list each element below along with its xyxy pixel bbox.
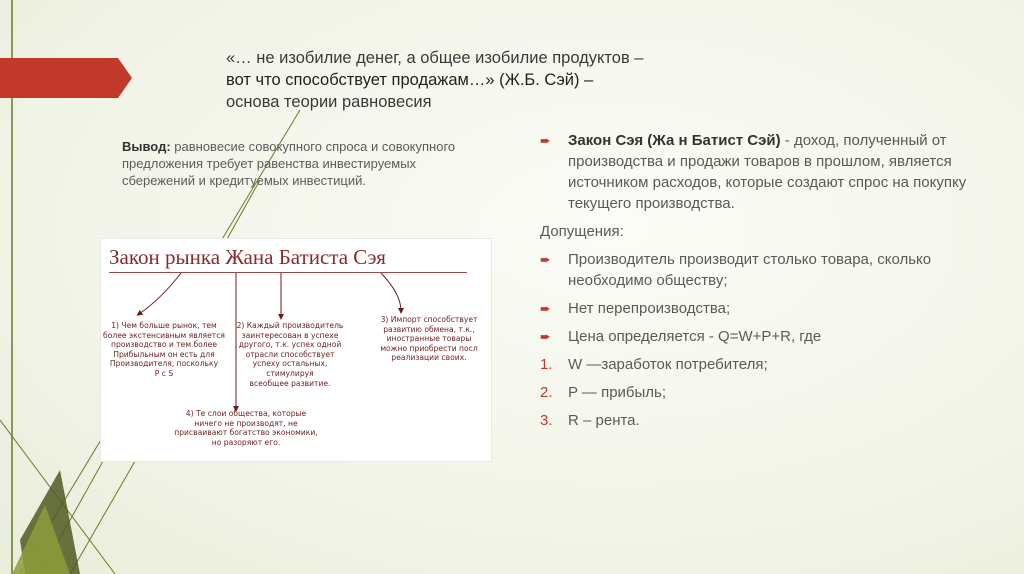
law-bullet [540,130,990,214]
figure-box-2: 2) Каждый производитель заинтересован в успехе другого, т.к. успех одной отрасли способствует успеху остальных, стимулируя всеобщее развитие. [236,321,344,388]
figure-box-3: 3) Импорт способствует развитию обмена, т.к., иностранные товары можно приобрести посл реализации своих. [380,315,478,363]
numbered-text: R – рента. [568,412,640,429]
figure-box-1: 1) Чем больше рынок, тем более экстенсивным является производство и тем более Прибыльным он есть для Производителя, поскольку P c S [103,321,225,378]
assumption-text: Цена определяется - Q=W+P+R, где [568,328,822,345]
conclusion-label: Вывод: [122,139,171,154]
right-content [540,130,990,438]
arrow-to-box3 [381,273,401,311]
arrow-bullet-icon: ➨ [540,301,551,316]
assumption-item [540,298,990,319]
arrow-bullet-icon: ➨ [540,329,551,344]
say-law-figure [100,238,492,462]
item-number: 1. [540,356,553,373]
law-text: - доход, полученный от производства и продажи товаров в прошлом, является источником расходов, которые создают спрос на покупку текущего производства. [568,132,967,212]
figure-title: Закон рынка Жана Батиста Сэя [109,245,386,269]
quote-line-3: основа теории равновесия [226,93,432,111]
arrow-to-box1 [139,273,181,314]
conclusion-text [122,138,482,189]
numbered-text: P — прибыль; [568,384,667,401]
numbered-item [540,382,990,403]
red-arrow-tab [0,58,132,98]
assumption-item [540,326,990,347]
assumptions-label: Допущения: [540,223,624,240]
assumption-text: Нет перепроизводства; [568,300,731,317]
numbered-item [540,410,990,431]
arrow-bullet-icon: ➨ [540,252,551,267]
assumption-text: Производитель производит столько товара, сколько необходимо обществу; [568,251,932,289]
item-number: 3. [540,412,553,429]
quote-line-1: «… не изобилие денег, а общее изобилие продуктов – [226,49,644,67]
conclusion-body: равновесие совокупного спроса и совокупного предложения требует равенства инвестируемых сбережений и кредитуемых инвестиций. [122,139,456,188]
numbered-item [540,354,990,375]
arrow-bullet-icon: ➨ [540,133,551,148]
law-title: Закон Сэя (Жа н Батист Сэй) [568,132,781,149]
assumption-item [540,249,990,291]
item-number: 2. [540,384,553,401]
figure-box-4: 4) Те слои общества, которые ничего не производят, не присваивают богатство экономики, но разоряют его. [174,409,318,447]
quote-block [226,47,786,113]
numbered-text: W —заработок потребителя; [568,356,768,373]
quote-line-2: вот что способствует продажам…» (Ж.Б. Сэй) – [226,71,594,89]
